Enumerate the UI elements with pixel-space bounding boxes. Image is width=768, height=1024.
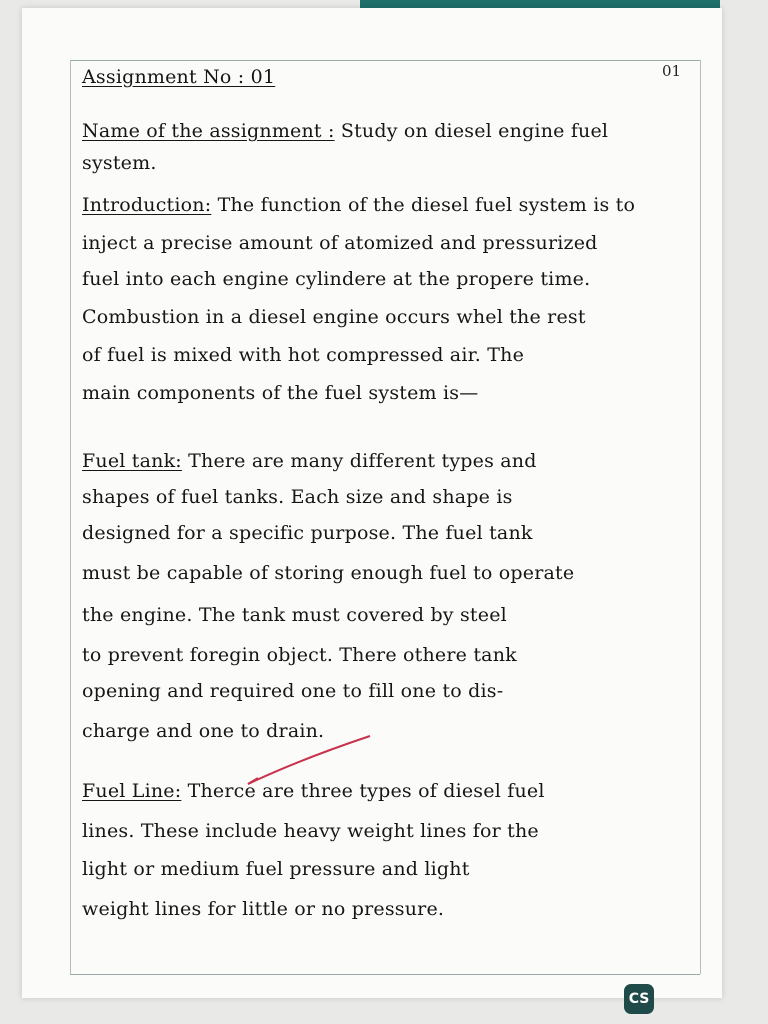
- line-text: There are many different types and: [181, 450, 537, 472]
- text-line: [82, 896, 702, 922]
- notebook-page: [22, 8, 722, 998]
- line-text: The function of the diesel fuel system is to: [211, 194, 636, 216]
- line-heading: Fuel Line:: [82, 780, 182, 802]
- text-line: [82, 818, 702, 844]
- line-text: weight lines for little or no pressure.: [82, 898, 445, 920]
- line-heading: Introduction:: [82, 194, 212, 216]
- line-text: inject a precise amount of atomized and pressurized: [82, 232, 598, 254]
- line-heading: Fuel tank:: [82, 450, 182, 472]
- correction-line: [248, 736, 370, 784]
- line-text: Study on diesel engine fuel: [334, 120, 609, 142]
- line-text: fuel into each engine cylindere at the propere time.: [82, 268, 591, 290]
- line-text: shapes of fuel tanks. Each size and shape is: [82, 486, 513, 508]
- text-line: [82, 856, 702, 882]
- page-number: 01: [662, 62, 682, 80]
- text-line: [82, 778, 702, 804]
- red-correction-stroke: [22, 8, 722, 998]
- line-text: system.: [82, 152, 157, 174]
- line-text: light or medium fuel pressure and light: [82, 858, 470, 880]
- line-heading: Assignment No : 01: [82, 66, 276, 88]
- scanner-logo: CS: [624, 984, 654, 1014]
- line-text: lines. These include heavy weight lines for the: [82, 820, 539, 842]
- line-text: of fuel is mixed with hot compressed air. The: [82, 344, 525, 366]
- line-text: to prevent foregin object. There othere tank: [82, 644, 517, 666]
- line-text: Combustion in a diesel engine occurs whel the rest: [82, 306, 586, 328]
- line-heading: Name of the assignment :: [82, 120, 335, 142]
- line-text: designed for a specific purpose. The fuel tank: [82, 522, 533, 544]
- line-text: Therce are three types of diesel fuel: [181, 780, 545, 802]
- line-text: opening and required one to fill one to dis-: [82, 680, 504, 702]
- line-text: the engine. The tank must covered by steel: [82, 604, 507, 626]
- line-text: must be capable of storing enough fuel to operate: [82, 562, 575, 584]
- line-text: main components of the fuel system is—: [82, 382, 479, 404]
- line-text: charge and one to drain.: [82, 720, 325, 742]
